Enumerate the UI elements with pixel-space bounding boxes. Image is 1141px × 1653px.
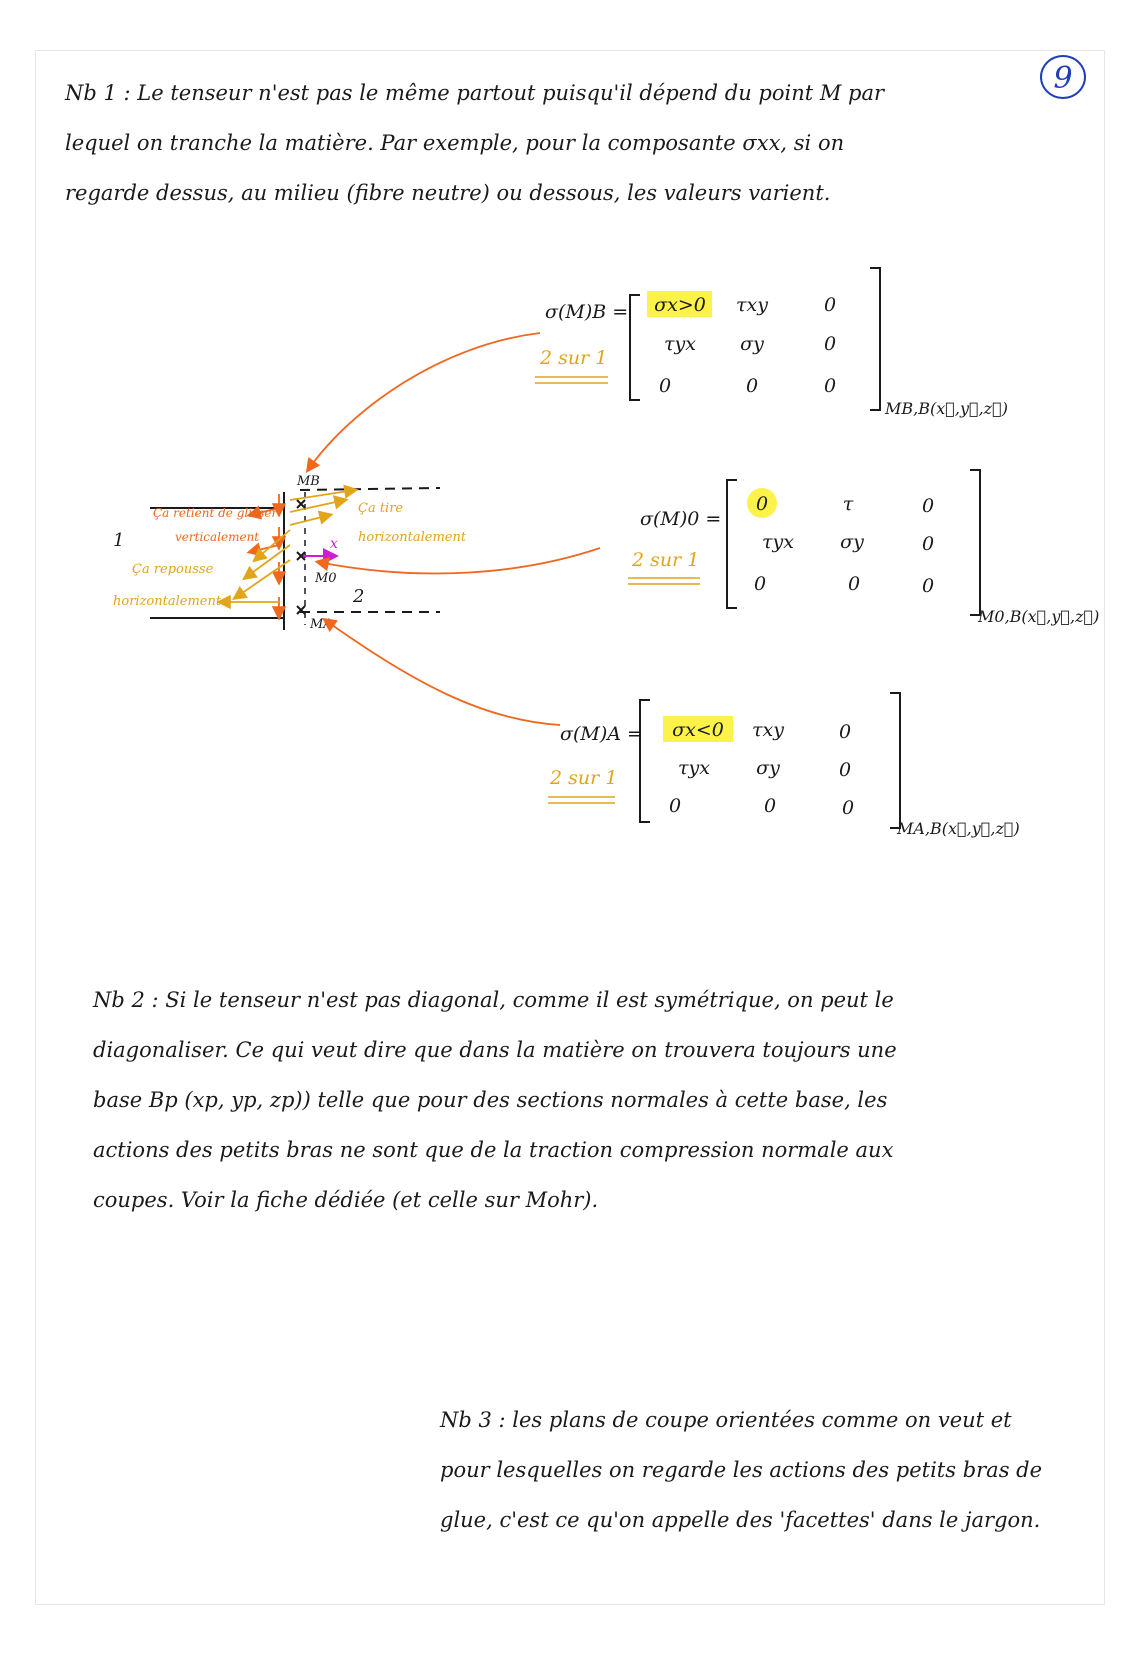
note-2 (93, 975, 897, 1225)
page-number: 9 (1040, 55, 1086, 99)
tensor-a-basis: MA,B(x⃗,y⃗,z⃗) (897, 819, 1020, 838)
tensor-b-cell: σx>0 (654, 294, 706, 316)
tensor-b-cell: 0 (823, 333, 837, 355)
note-2-line: coupes. Voir la fiche dédiée (et celle sur Mohr). (93, 1188, 599, 1212)
tensor-a-cell: 0 (668, 795, 682, 817)
note-1-line: Nb 1 : Le tenseur n'est pas le même partout puisqu'il dépend du point M par (65, 81, 885, 105)
tensor-a-cell: 0 (838, 721, 852, 743)
tensor-b-cell: σy (740, 333, 764, 355)
tensor-a-cell: 0 (763, 795, 777, 817)
tensor-0-basis: M0,B(x⃗,y⃗,z⃗) (978, 607, 1100, 626)
tensor-b-cell: 0 (658, 375, 672, 397)
region-2-label: 2 (353, 586, 365, 607)
x-axis-label: x (330, 536, 338, 552)
note-3 (440, 1395, 1042, 1545)
tensor-a-cell: 0 (841, 797, 855, 819)
region-1-label: 1 (113, 530, 125, 551)
tensor-a-cell: σy (756, 757, 780, 779)
note-2-line: base Bp (xp, yp, zp)) telle que pour des sections normales à cette base, les (93, 1088, 888, 1112)
tensor-a (548, 693, 1020, 838)
tensor-a-subtitle: 2 sur 1 (550, 767, 618, 789)
tensor-0-cell: 0 (847, 573, 861, 595)
note-3-line: pour lesquelles on regarde les actions des petits bras de (440, 1458, 1043, 1482)
tensor-0-cell: 0 (921, 575, 935, 597)
tensor-b-basis: MB,B(x⃗,y⃗,z⃗) (885, 399, 1008, 418)
note-2-line: actions des petits bras ne sont que de la traction compression normale aux (93, 1138, 894, 1162)
orange-label-glide: Ça retient de glisser (153, 506, 278, 520)
tensor-b-subtitle: 2 sur 1 (540, 347, 608, 369)
note-3-line: glue, c'est ce qu'on appelle des 'facettes' dans le jargon. (440, 1508, 1041, 1532)
gold-label-push: Ça repousse (132, 562, 214, 577)
gold-label-horizontal-2: horizontalement (358, 530, 467, 545)
tensor-a-cell: τxy (752, 719, 784, 741)
tensor-0-cell: 0 (921, 495, 935, 517)
tensor-b-symbol: σ(M)B = (545, 301, 629, 323)
tensor-0 (628, 470, 1099, 626)
connector-curves (308, 333, 600, 725)
note-3-line: Nb 3 : les plans de coupe orientées comme on veut et (440, 1408, 1012, 1432)
tensor-b-cell: τxy (736, 294, 768, 316)
tensor-a-cell: σx<0 (672, 719, 724, 741)
tensor-0-cell: 0 (755, 493, 769, 515)
tensor-0-cell: σy (840, 531, 864, 553)
note-1-line: lequel on tranche la matière. Par exemple, pour la composante σxx, si on (65, 131, 845, 155)
tensor-a-cell: 0 (838, 759, 852, 781)
gold-label-pull: Ça tire (358, 501, 404, 516)
note-1-line: regarde dessus, au milieu (fibre neutre) ou dessous, les valeurs varient. (65, 181, 831, 205)
tensor-b (535, 268, 1008, 418)
tensor-b-cell: 0 (823, 375, 837, 397)
point-0-label: M0 (315, 571, 337, 586)
tensor-b-cell: 0 (745, 375, 759, 397)
tensor-0-symbol: σ(M)0 = (640, 508, 722, 530)
tensor-0-cell: τyx (762, 531, 794, 553)
note-2-line: Nb 2 : Si le tenseur n'est pas diagonal, comme il est symétrique, on peut le (93, 988, 894, 1012)
tensor-0-cell: 0 (921, 533, 935, 555)
tensor-0-cell: τ (842, 493, 854, 515)
tensor-a-symbol: σ(M)A = (560, 723, 643, 745)
tensor-0-subtitle: 2 sur 1 (632, 549, 700, 571)
tensor-b-cell: 0 (823, 294, 837, 316)
gold-label-horizontal-1: horizontalement (113, 594, 222, 609)
point-a-label: MA (310, 617, 333, 632)
tensor-a-cell: τyx (678, 757, 710, 779)
point-b-label: MB (297, 474, 320, 489)
orange-label-vertical: verticalement (175, 530, 260, 544)
tensor-0-cell: 0 (753, 573, 767, 595)
tensor-b-cell: τyx (664, 333, 696, 355)
note-2-line: diagonaliser. Ce qui veut dire que dans la matière on trouvera toujours une (93, 1038, 897, 1062)
